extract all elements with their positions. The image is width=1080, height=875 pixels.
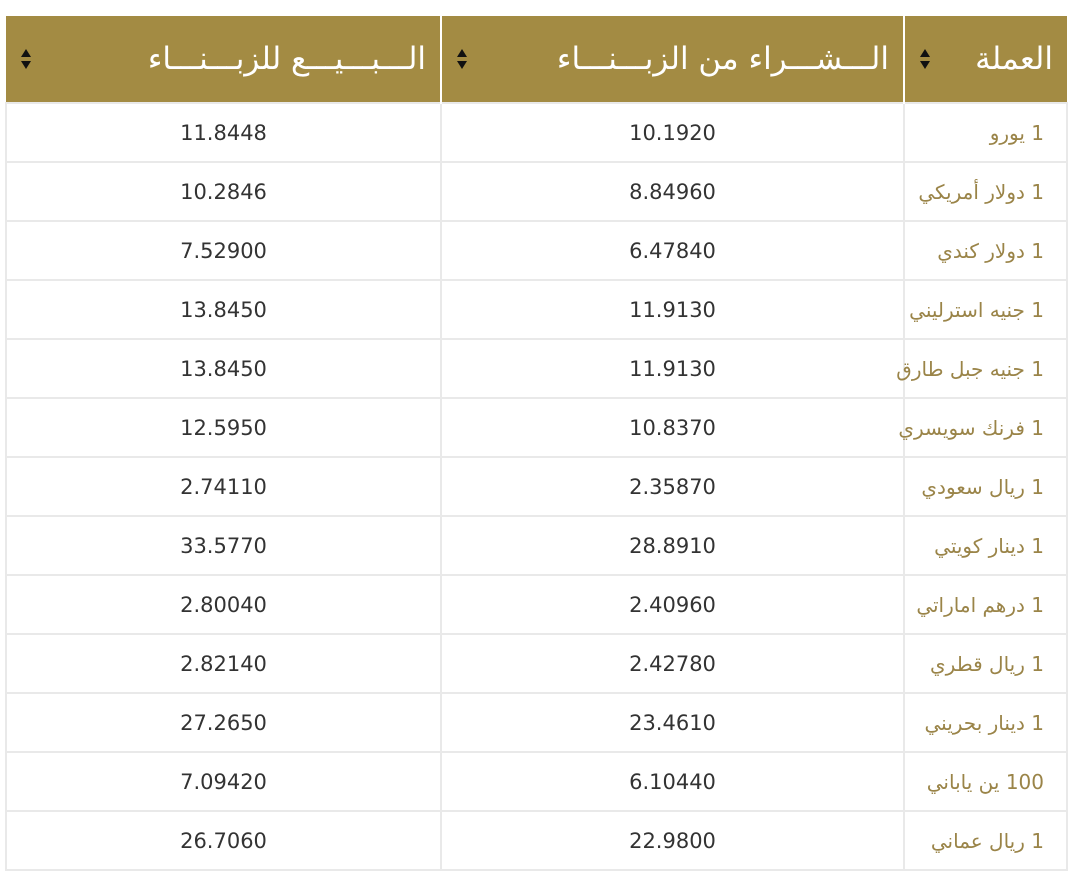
buy-rate-cell: 22.9800 — [441, 811, 904, 870]
column-header-buy[interactable] — [441, 16, 904, 103]
table-row — [6, 516, 1067, 575]
currency-cell: 100 ين ياباني — [904, 752, 1067, 811]
sort-icon[interactable] — [456, 44, 468, 74]
buy-rate-cell: 2.42780 — [441, 634, 904, 693]
sell-rate-cell: 26.7060 — [6, 811, 441, 870]
buy-rate-cell: 8.84960 — [441, 162, 904, 221]
buy-rate-cell: 10.1920 — [441, 103, 904, 162]
currency-cell: 1 درهم اماراتي — [904, 575, 1067, 634]
sell-rate-cell: 11.8448 — [6, 103, 441, 162]
table-row — [6, 752, 1067, 811]
sell-rate-cell: 7.09420 — [6, 752, 441, 811]
currency-cell: 1 جنيه استرليني — [904, 280, 1067, 339]
table-row — [6, 162, 1067, 221]
sell-rate-cell: 2.82140 — [6, 634, 441, 693]
column-header-sell[interactable] — [6, 16, 441, 103]
table-row — [6, 339, 1067, 398]
sell-rate-cell: 27.2650 — [6, 693, 441, 752]
sort-icon[interactable] — [20, 44, 32, 74]
buy-rate-cell: 6.10440 — [441, 752, 904, 811]
buy-rate-cell: 11.9130 — [441, 339, 904, 398]
table-row — [6, 398, 1067, 457]
table-header-row — [6, 16, 1067, 103]
sell-rate-cell: 33.5770 — [6, 516, 441, 575]
currency-cell: 1 يورو — [904, 103, 1067, 162]
sell-rate-cell: 10.2846 — [6, 162, 441, 221]
buy-rate-cell: 23.4610 — [441, 693, 904, 752]
buy-rate-cell: 2.40960 — [441, 575, 904, 634]
table-row — [6, 575, 1067, 634]
sell-rate-cell: 13.8450 — [6, 280, 441, 339]
table-row — [6, 221, 1067, 280]
currency-cell: 1 دولار كندي — [904, 221, 1067, 280]
column-header-currency-label: العملة — [975, 41, 1053, 77]
table-row — [6, 280, 1067, 339]
buy-rate-cell: 28.8910 — [441, 516, 904, 575]
currency-cell: 1 ريال قطري — [904, 634, 1067, 693]
sell-rate-cell: 2.80040 — [6, 575, 441, 634]
table-row — [6, 693, 1067, 752]
currency-cell: 1 ريال سعودي — [904, 457, 1067, 516]
currency-cell: 1 دينار كويتي — [904, 516, 1067, 575]
currency-cell: 1 دولار أمريكي — [904, 162, 1067, 221]
sell-rate-cell: 13.8450 — [6, 339, 441, 398]
sell-rate-cell: 7.52900 — [6, 221, 441, 280]
currency-cell: 1 فرنك سويسري — [904, 398, 1067, 457]
sort-icon[interactable] — [919, 44, 931, 74]
buy-rate-cell: 11.9130 — [441, 280, 904, 339]
column-header-currency[interactable] — [904, 16, 1067, 103]
currency-cell: 1 جنيه جبل طارق — [904, 339, 1067, 398]
sell-rate-cell: 12.5950 — [6, 398, 441, 457]
table-row — [6, 457, 1067, 516]
sell-rate-cell: 2.74110 — [6, 457, 441, 516]
table-row — [6, 103, 1067, 162]
column-header-sell-label: الـــبـــيـــع للزبـــنـــاء — [147, 41, 426, 77]
currency-cell: 1 ريال عماني — [904, 811, 1067, 870]
exchange-rates-table — [5, 16, 1068, 871]
buy-rate-cell: 10.8370 — [441, 398, 904, 457]
table-row — [6, 811, 1067, 870]
table-row — [6, 634, 1067, 693]
currency-cell: 1 دينار بحريني — [904, 693, 1067, 752]
column-header-buy-label: الـــشـــراء من الزبـــنـــاء — [556, 41, 889, 77]
buy-rate-cell: 2.35870 — [441, 457, 904, 516]
buy-rate-cell: 6.47840 — [441, 221, 904, 280]
